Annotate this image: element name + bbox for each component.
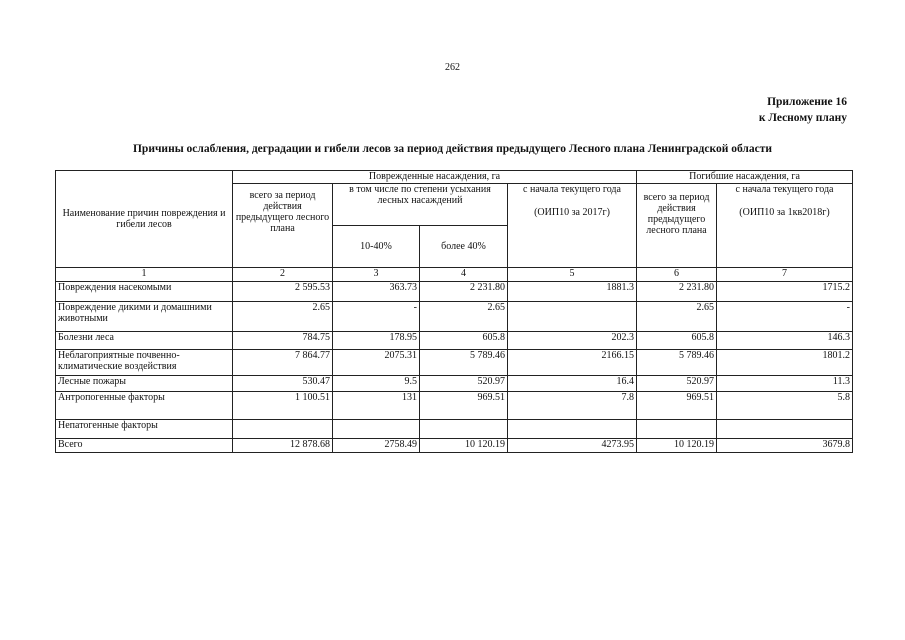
header-degree-over-40: более 40%	[420, 226, 508, 268]
table-row	[56, 350, 853, 376]
cell-damaged-total: 2 595.53	[233, 282, 333, 302]
row-name: Лесные пожары	[56, 376, 233, 392]
cell-damaged-total: 1 100.51	[233, 392, 333, 420]
header-damaged-current-note: (ОИП10 за 2017г)	[534, 207, 610, 218]
cell-degree-10-40	[333, 420, 420, 439]
cell-damaged-total: 2.65	[233, 302, 333, 332]
table-row	[56, 392, 853, 420]
column-number-5: 5	[508, 268, 637, 282]
table-row	[56, 282, 853, 302]
cell-damaged-total: 7 864.77	[233, 350, 333, 376]
cell-damaged-total: 12 878.68	[233, 439, 333, 453]
cell-degree-10-40: -	[333, 302, 420, 332]
column-number-row	[56, 268, 853, 282]
cell-degree-over-40: 605.8	[420, 332, 508, 350]
cell-damaged-total: 530.47	[233, 376, 333, 392]
row-name: Непатогенные факторы	[56, 420, 233, 439]
cell-dead-total: 520.97	[637, 376, 717, 392]
appendix-line-1: Приложение 16	[767, 96, 847, 108]
cell-dead-total	[637, 420, 717, 439]
column-number-4: 4	[420, 268, 508, 282]
row-name: Всего	[56, 439, 233, 453]
cell-degree-over-40: 969.51	[420, 392, 508, 420]
document-title: Причины ослабления, деградации и гибели лесов за период действия предыдущего Лесного плана Ленинградской области	[132, 143, 772, 155]
cell-dead-current: -	[717, 302, 853, 332]
row-name: Болезни леса	[56, 332, 233, 350]
cell-dead-total: 2 231.80	[637, 282, 717, 302]
cell-degree-over-40: 2.65	[420, 302, 508, 332]
cell-damaged-current: 7.8	[508, 392, 637, 420]
cell-dead-total: 2.65	[637, 302, 717, 332]
cell-degree-10-40: 2075.31	[333, 350, 420, 376]
column-number-6: 6	[637, 268, 717, 282]
cell-degree-10-40: 178.95	[333, 332, 420, 350]
header-row-1	[56, 171, 853, 184]
header-dead-total: всего за период действия предыдущего лесного плана	[637, 184, 717, 268]
cell-damaged-current: 202.3	[508, 332, 637, 350]
cell-degree-10-40: 131	[333, 392, 420, 420]
row-name: Повреждение дикими и домашними животными	[56, 302, 233, 332]
column-number-3: 3	[333, 268, 420, 282]
header-dead-current-note: (ОИП10 за 1кв2018г)	[739, 207, 830, 218]
cell-dead-total: 969.51	[637, 392, 717, 420]
page-number: 262	[445, 62, 460, 73]
cell-dead-total: 605.8	[637, 332, 717, 350]
losses-table	[55, 170, 853, 453]
header-damaged-group: Поврежденные насаждения, га	[233, 171, 637, 184]
cell-degree-10-40: 9.5	[333, 376, 420, 392]
header-reason: Наименование причин повреждения и гибели лесов	[56, 171, 233, 268]
header-by-degree: в том числе по степени усыхания лесных насаждений	[333, 184, 508, 226]
column-number-7: 7	[717, 268, 853, 282]
table-row	[56, 420, 853, 439]
cell-dead-current	[717, 420, 853, 439]
table-row	[56, 332, 853, 350]
header-dead-current	[717, 184, 853, 268]
row-name: Неблагоприятные почвенно-климатические воздействия	[56, 350, 233, 376]
cell-dead-current: 146.3	[717, 332, 853, 350]
cell-damaged-total	[233, 420, 333, 439]
header-damaged-current-label: с начала текущего года	[523, 184, 621, 195]
cell-degree-over-40: 520.97	[420, 376, 508, 392]
cell-dead-current: 5.8	[717, 392, 853, 420]
header-dead-group: Погибшие насаждения, га	[637, 171, 853, 184]
row-name: Повреждения насекомыми	[56, 282, 233, 302]
column-number-1: 1	[56, 268, 233, 282]
cell-degree-10-40: 363.73	[333, 282, 420, 302]
cell-damaged-total: 784.75	[233, 332, 333, 350]
appendix-line-2: к Лесному плану	[758, 112, 847, 124]
cell-degree-10-40: 2758.49	[333, 439, 420, 453]
column-number-2: 2	[233, 268, 333, 282]
table-row	[56, 302, 853, 332]
cell-damaged-current: 4273.95	[508, 439, 637, 453]
header-damaged-current	[508, 184, 637, 268]
cell-damaged-current: 2166.15	[508, 350, 637, 376]
cell-damaged-current: 1881.3	[508, 282, 637, 302]
table-row	[56, 376, 853, 392]
cell-damaged-current: 16.4	[508, 376, 637, 392]
header-degree-10-40: 10-40%	[333, 226, 420, 268]
cell-dead-current: 3679.8	[717, 439, 853, 453]
cell-damaged-current	[508, 420, 637, 439]
cell-degree-over-40: 2 231.80	[420, 282, 508, 302]
cell-degree-over-40	[420, 420, 508, 439]
cell-dead-current: 1715.2	[717, 282, 853, 302]
cell-dead-total: 10 120.19	[637, 439, 717, 453]
appendix-label	[759, 94, 847, 126]
cell-degree-over-40: 5 789.46	[420, 350, 508, 376]
cell-dead-current: 1801.2	[717, 350, 853, 376]
row-name: Антропогенные факторы	[56, 392, 233, 420]
cell-dead-total: 5 789.46	[637, 350, 717, 376]
cell-degree-over-40: 10 120.19	[420, 439, 508, 453]
header-damaged-total: всего за период действия предыдущего лесного плана	[233, 184, 333, 268]
header-dead-current-label: с начала текущего года	[735, 184, 834, 195]
cell-damaged-current	[508, 302, 637, 332]
table-row-total	[56, 439, 853, 453]
cell-dead-current: 11.3	[717, 376, 853, 392]
